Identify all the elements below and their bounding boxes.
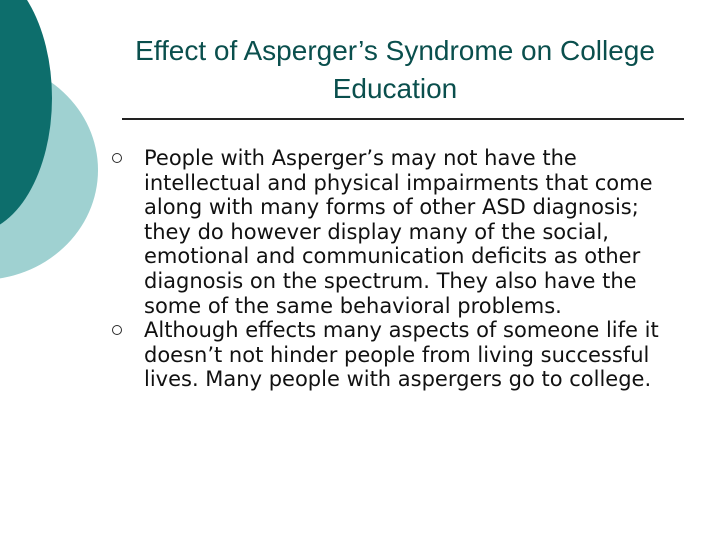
slide-title: Effect of Asperger’s Syndrome on College Education: [135, 35, 655, 104]
bullet-item: [112, 146, 684, 318]
title-divider: [122, 118, 684, 120]
bullet-list: [112, 146, 684, 392]
bullet-text: Although effects many aspects of someone life it doesn’t not hinder people from living successful lives. Many people with aspergers go to college.: [144, 318, 659, 392]
hollow-circle-icon: [112, 153, 122, 163]
hollow-circle-icon: [112, 325, 122, 335]
bullet-text: People with Asperger’s may not have the intellectual and physical impairments that come along with many forms of other ASD diagnosis; they do however display many of the social, emotional and communication deficits as other diagnosis on the spectrum. They also have the some of the same behavioral problems.: [144, 146, 653, 318]
bullet-item: [112, 318, 684, 392]
